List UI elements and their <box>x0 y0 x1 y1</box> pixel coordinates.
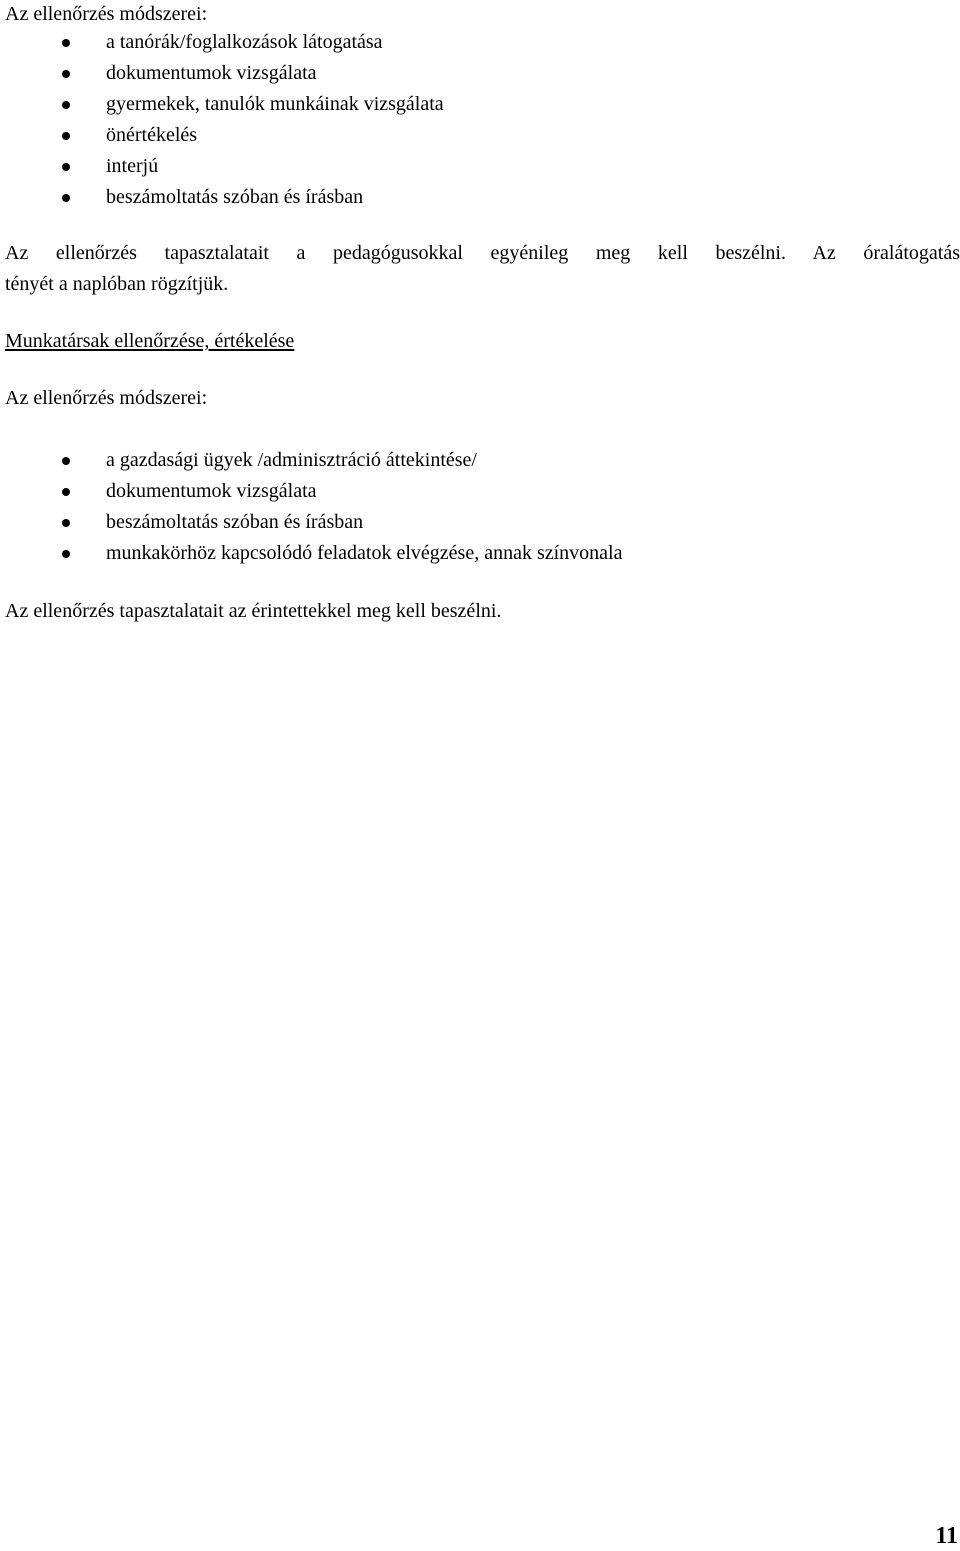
bullet-icon <box>62 39 70 47</box>
methods-heading-1: Az ellenőrzés módszerei: <box>5 3 208 25</box>
list-item-text: beszámoltatás szóban és írásban <box>106 186 364 208</box>
list-item-text: a tanórák/foglalkozások látogatása <box>106 31 383 53</box>
bullet-icon <box>62 457 70 465</box>
bullet-icon <box>62 132 70 140</box>
paragraph-feedback <box>5 238 960 300</box>
list-item-text: dokumentumok vizsgálata <box>106 62 317 84</box>
list-item-text: beszámoltatás szóban és írásban <box>106 511 364 533</box>
list-item-text: dokumentumok vizsgálata <box>106 480 317 502</box>
paragraph-line: Az ellenőrzés tapasztalatait a pedagógusokkal egyénileg meg kell beszélni. Az óralátogatás <box>5 242 960 264</box>
methods-heading-2: Az ellenőrzés módszerei: <box>5 387 208 409</box>
bullet-icon <box>62 194 70 202</box>
list-item-text: önértékelés <box>106 124 198 146</box>
bullet-icon <box>62 70 70 78</box>
section-title: Munkatársak ellenőrzése, értékelése <box>5 330 295 352</box>
page-number: 11 <box>935 1523 958 1549</box>
paragraph-line: tényét a naplóban rögzítjük. <box>5 273 229 295</box>
bullet-icon <box>62 550 70 558</box>
bullet-icon <box>62 488 70 496</box>
list-item-text: interjú <box>106 155 159 177</box>
list-item-text: gyermekek, tanulók munkáinak vizsgálata <box>106 93 444 115</box>
bullet-icon <box>62 519 70 527</box>
list-item-text: munkakörhöz kapcsolódó feladatok elvégzése, annak színvonala <box>106 542 623 564</box>
bullet-icon <box>62 101 70 109</box>
list-item-text: a gazdasági ügyek /adminisztráció áttekintése/ <box>106 449 477 471</box>
bullet-icon <box>62 163 70 171</box>
closing-paragraph: Az ellenőrzés tapasztalatait az érintettekkel meg kell beszélni. <box>5 600 502 622</box>
